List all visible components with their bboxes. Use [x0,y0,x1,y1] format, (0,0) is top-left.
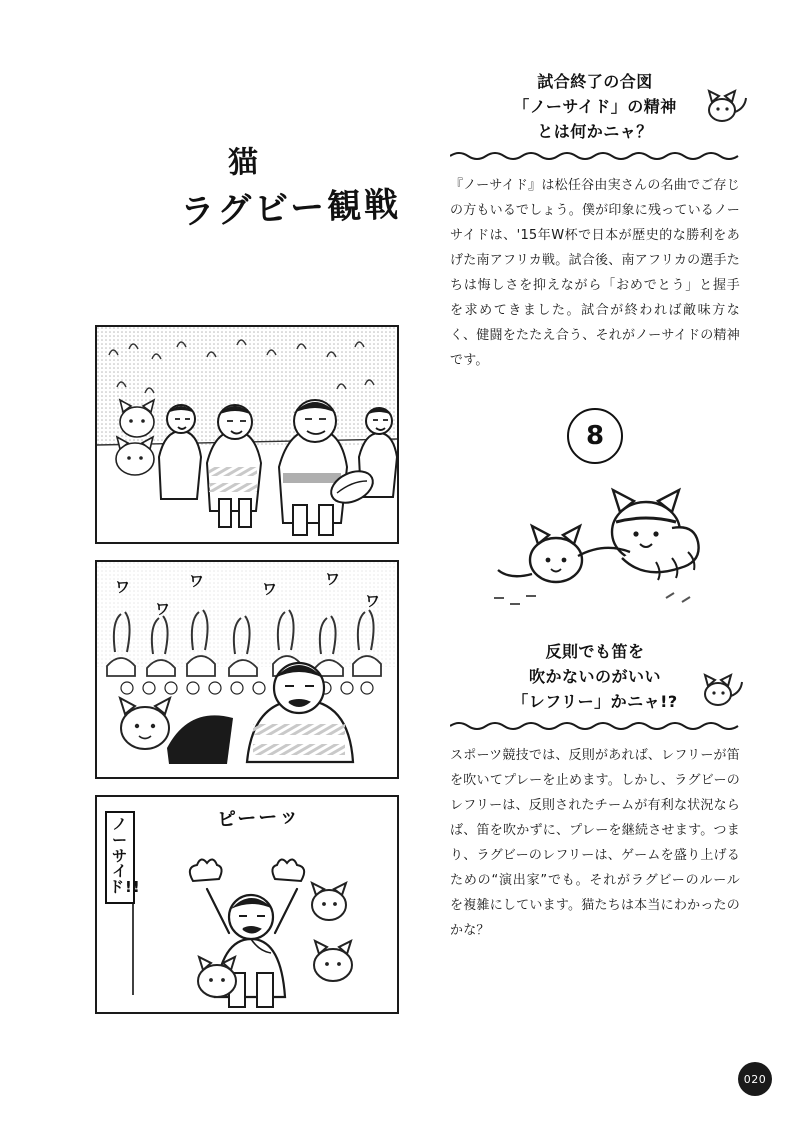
svg-text:ワ: ワ [189,572,205,590]
section-1-body: 『ノーサイド』は松任谷由実さんの名曲でご存じの方もいるでしょう。僕が印象に残っているノーサイドは、'15年W杯で日本が歴史的な勝利をあげた南アフリカ戦。試合後、南アフリカの選手たちは悔しさを抑えながら「おめでとう」と握手を求めてきました。試合が終われば敵味方なく、健闘をたたえ合う、それがノーサイドの精神です。 [450,178,740,369]
svg-text:ワ: ワ [115,578,131,596]
manga-column [60,60,430,1070]
manga-title-line2: ラグビー観戦 [179,184,402,232]
manga-panel-2 [95,560,399,779]
panel-3-vertical-caption: ノーサイド!! [105,811,135,904]
svg-text:ワ: ワ [155,600,171,618]
panel-2-artwork [97,562,397,777]
figure-artwork [450,470,740,620]
page-number: 020 [738,1062,772,1096]
section-2-heading-line-3: 「レフリー」かニャ!? [512,691,678,711]
section-1 [450,70,740,374]
panel-3-sfx-caption: ピーーッ [216,804,301,832]
cat-mascot-icon [702,86,748,126]
section-1-heading-line-3: とは何かニャ？ [537,121,653,141]
section-2-heading [450,640,740,732]
section-2 [450,640,740,944]
section-1-heading-line-1: 試合終了の合図 [537,72,653,91]
section-1-wavy-rule [450,150,740,162]
svg-text:ワ: ワ [325,570,341,588]
svg-text:ワ: ワ [365,592,381,610]
manga-title [129,140,432,234]
figure-number-badge: 8 [567,408,623,464]
manga-panel-1 [95,325,399,544]
manga-panel-3 [95,795,399,1014]
section-2-heading-line-1: 反則でも笛を [545,642,645,662]
section-2-wavy-rule [450,720,740,732]
text-column [450,70,740,957]
section-2-body: スポーツ競技では、反則があれば、レフリーが笛を吹いてプレーを止めます。しかし、ラグビーのレフリーは、反則されたチームが有利な状況ならば、笛を吹かずに、プレーを継続させます。つまり、ラグビーのレフリーは、ゲームを盛り上げるための“演出家”でも。それがラグビーのルールを複雑にしています。猫たちは本当にわかったのかな？ [450,748,740,939]
manga-title-line1: 猫 [227,144,261,181]
section-1-heading-line-2: 「ノーサイド」の精神 [513,96,677,116]
section-2-heading-line-2: 吹かないのがいい [528,666,661,686]
figure-cat-illustration [450,470,740,620]
panel-1-artwork [97,327,397,542]
svg-text:ワ: ワ [262,580,278,598]
cat-mascot-icon [698,670,744,710]
section-1-heading [450,70,740,162]
